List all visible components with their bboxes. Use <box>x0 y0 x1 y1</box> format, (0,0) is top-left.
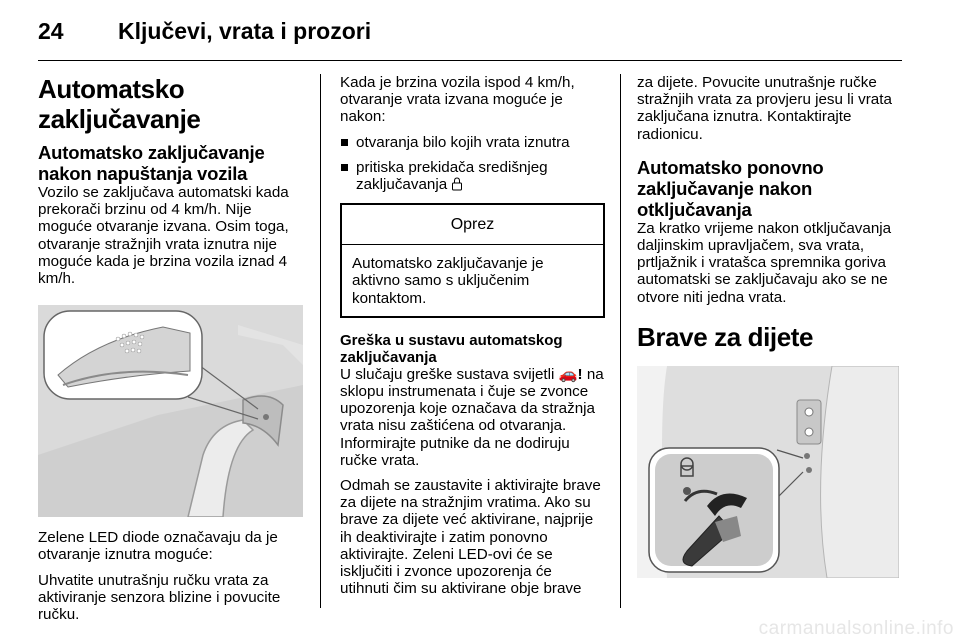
led-description: Zelene LED diode označavaju da je otvaranje iznutra moguće: <box>38 529 278 564</box>
door-warning-icon: 🚗! <box>558 365 583 383</box>
relock-paragraph: Za kratko vrijeme nakon otključavanja daljinskim upravljačem, sva vrata, prtljažnik i vratašca spremnika goriva automatski se zaključavaju ako se ne otvore niti jedna vrata. <box>637 219 892 306</box>
unlock-conditions-paragraph: Kada je brzina vozila ispod 4 km/h, otvaranje vrata izvana moguće je nakon: <box>340 74 575 126</box>
page-header <box>38 14 902 50</box>
column-divider-2 <box>620 74 621 608</box>
column-divider-1 <box>320 74 321 608</box>
subsection-title-line-2: nakon napuštanja vozila <box>38 163 248 184</box>
handle-instruction: Uhvatite unutrašnju ručku vrata za aktiviranje senzora blizine i povucite ručku. <box>38 571 281 624</box>
page-number: 24 <box>38 18 64 44</box>
central-lock-icon <box>451 177 463 191</box>
child-locks-title: Brave za dijete <box>637 321 814 352</box>
fault-title: Greška u sustavu automatskog zaključavanja <box>340 331 563 366</box>
chapter-title: Ključevi, vrata i prozori <box>118 18 372 44</box>
column-2 <box>340 74 605 597</box>
subsection-title-line-1: Automatsko zaključavanje <box>38 142 265 163</box>
header-rule <box>38 60 902 61</box>
column-3 <box>637 74 903 578</box>
caution-title: Oprez <box>342 205 603 245</box>
continued-paragraph: za dijete. Povucite unutrašnje ručke stražnjih vrata za provjeru jesu li vrata zaključana iznutra. Kontaktirajte radionicu. <box>637 74 892 143</box>
watermark: carmanualsonline.info <box>758 618 954 639</box>
stop-instruction-paragraph: Odmah se zaustavite i aktivirajte brave za dijete na stražnjim vratima. Ako su brave za dijete već aktivirane, najprije ih deaktivirajte i zatim ponovno aktivirajte. Zeleni LED-ovi će se isključiti i zvonce upozorenja će utihnuti čim su aktivirane obje brave <box>340 477 601 598</box>
caution-box <box>340 203 605 318</box>
door-handle-led-figure <box>38 305 303 517</box>
list-item: pritiska prekidača središnjeg zaključavanja <box>340 159 605 193</box>
relock-title: Automatsko ponovno zaključavanje nakon otključavanja <box>637 156 824 220</box>
auto-lock-paragraph: Vozilo se zaključava automatski kada prekorači brzinu od 4 km/h. Nije moguće otvaranje izvana. Osim toga, otvaranje stražnjih vrata iznutra nije moguće kada je brzina vozila iznad 4 km/h. <box>38 184 289 288</box>
list-item: otvaranja bilo kojih vrata iznutra <box>340 134 605 151</box>
caution-text: Automatsko zaključavanje je aktivno samo s uključenim kontaktom. <box>352 255 544 307</box>
child-lock-figure <box>637 366 899 578</box>
fault-paragraph: U slučaju greške sustava svijetli 🚗! na sklopu instrumenata i čuje se zvonce upozorenja koje označava da stražnja vrata nisu zaštićena od otvaranja. Informirajte putnike da ne dodiruju ručke vrata. <box>340 365 604 469</box>
unlock-conditions-list <box>340 134 605 194</box>
section-title-auto-lock: Automatsko zaključavanje <box>38 74 201 134</box>
column-1 <box>38 74 303 623</box>
